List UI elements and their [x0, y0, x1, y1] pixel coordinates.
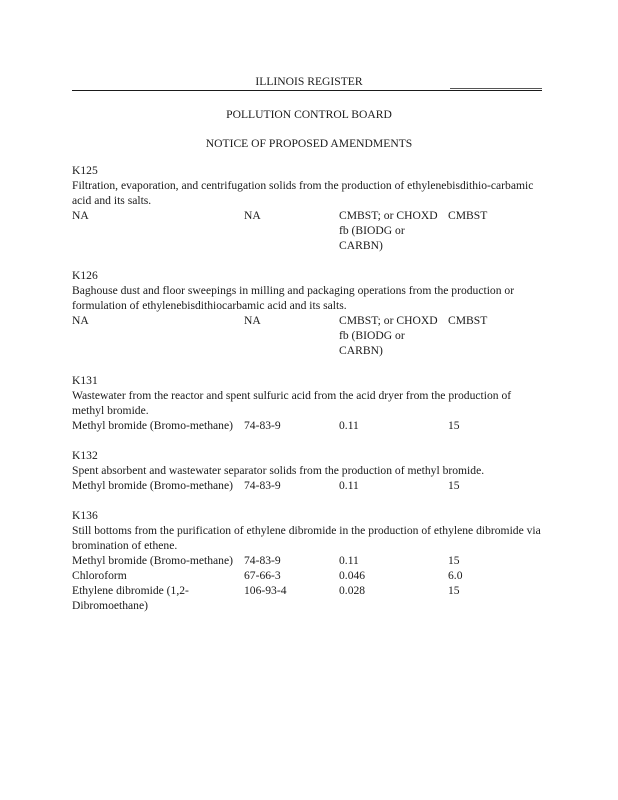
table-row	[72, 418, 546, 433]
waste-section	[72, 373, 546, 433]
table-row	[72, 313, 546, 358]
constituent-name: NA	[72, 209, 89, 222]
wastewater-standard: 0.028	[339, 584, 366, 597]
waste-description: Baghouse dust and floor sweepings in milling and packaging operations from the production or formulation of ethylenebisdithiocarbamic acid and its salts.	[72, 284, 515, 312]
nonwastewater-standard: 15	[448, 584, 460, 597]
table-row	[72, 478, 546, 493]
constituent-name: Methyl bromide (Bromo-methane)	[72, 554, 233, 567]
waste-description: Spent absorbent and wastewater separator solids from the production of methyl bromide.	[72, 464, 485, 477]
wastewater-standard: 0.11	[339, 479, 359, 492]
wastewater-standard: 0.11	[339, 554, 359, 567]
waste-section	[72, 163, 546, 253]
cas-number: 74-83-9	[244, 479, 281, 492]
notice-title: NOTICE OF PROPOSED AMENDMENTS	[205, 137, 413, 150]
board-title: POLLUTION CONTROL BOARD	[226, 108, 392, 121]
cas-number: NA	[244, 209, 261, 222]
waste-description: Wastewater from the reactor and spent sulfuric acid from the acid dryer from the production of methyl bromide.	[72, 389, 512, 417]
constituent-name: Chloroform	[72, 569, 127, 582]
cas-number: 106-93-4	[244, 584, 287, 597]
cas-number: 67-66-3	[244, 569, 281, 582]
nonwastewater-standard: CMBST	[448, 209, 488, 222]
waste-code: K131	[72, 374, 98, 387]
waste-code: K132	[72, 449, 98, 462]
waste-code: K136	[72, 509, 98, 522]
waste-code: K125	[72, 164, 98, 177]
constituent-name: Methyl bromide (Bromo-methane)	[72, 479, 233, 492]
nonwastewater-standard: 15	[448, 554, 460, 567]
waste-section	[72, 448, 546, 493]
nonwastewater-standard: 6.0	[448, 569, 463, 582]
nonwastewater-standard: CMBST	[448, 314, 488, 327]
constituent-name: Ethylene dibromide (1,2-Dibromoethane)	[72, 584, 189, 612]
waste-code-sections	[72, 163, 546, 628]
nonwastewater-standard: 15	[448, 419, 460, 432]
wastewater-standard: 0.11	[339, 419, 359, 432]
register-title: ILLINOIS REGISTER	[255, 75, 363, 88]
wastewater-standard: CMBST; or CHOXD fb (BIODG or CARBN)	[339, 209, 438, 252]
constituent-name: NA	[72, 314, 89, 327]
header-rule	[72, 90, 542, 91]
waste-description: Filtration, evaporation, and centrifugation solids from the production of ethylenebisdithio-carbamic acid and its salts.	[72, 179, 534, 207]
table-row	[72, 208, 546, 253]
table-row	[72, 583, 546, 613]
constituent-name: Methyl bromide (Bromo-methane)	[72, 419, 233, 432]
table-row	[72, 553, 546, 568]
waste-description: Still bottoms from the purification of ethylene dibromide in the production of ethylene dibromide via bromination of ethene.	[72, 524, 541, 552]
table-row	[72, 568, 546, 583]
wastewater-standard: 0.046	[339, 569, 366, 582]
cas-number: 74-83-9	[244, 554, 281, 567]
cas-number: 74-83-9	[244, 419, 281, 432]
nonwastewater-standard: 15	[448, 479, 460, 492]
waste-section	[72, 268, 546, 358]
waste-code: K126	[72, 269, 98, 282]
wastewater-standard: CMBST; or CHOXD fb (BIODG or CARBN)	[339, 314, 438, 357]
waste-section	[72, 508, 546, 613]
cas-number: NA	[244, 314, 261, 327]
header-rule-accent	[450, 88, 542, 90]
